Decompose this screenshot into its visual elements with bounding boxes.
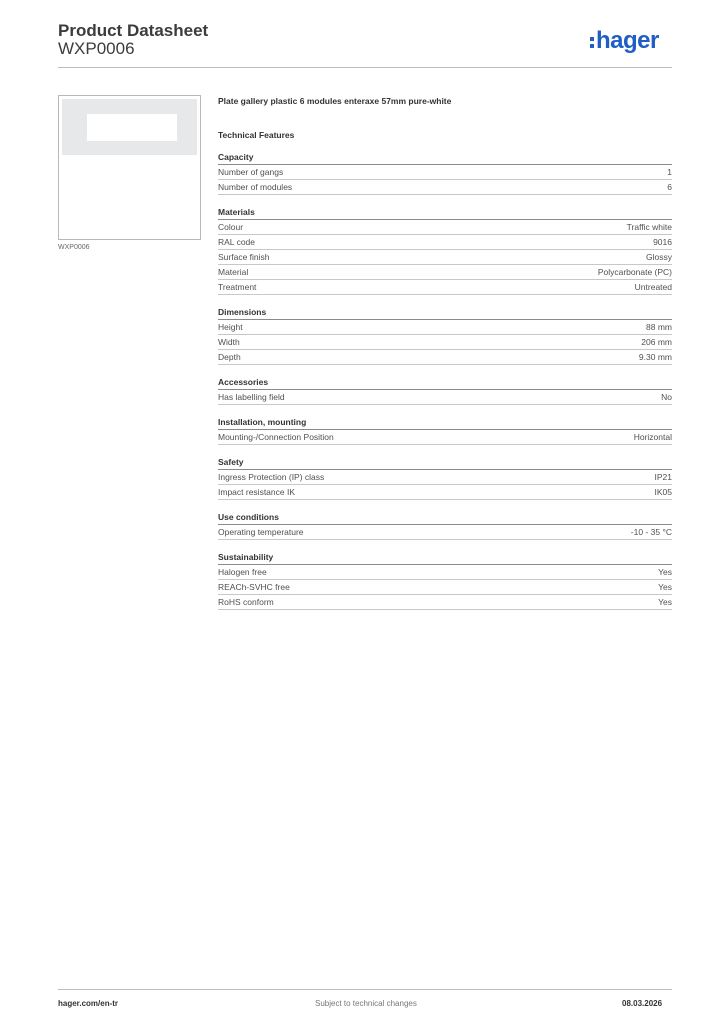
footer-date: 08.03.2026 (622, 999, 663, 1008)
spec-row (218, 470, 672, 485)
spec-row (218, 525, 672, 540)
section-title: Installation, mounting (218, 416, 672, 430)
spec-row (218, 580, 672, 595)
logo-text: hager (596, 27, 659, 54)
spec-row (218, 235, 672, 250)
spec-value: 9.30 mm (638, 352, 672, 362)
spec-value: Yes (658, 582, 672, 592)
spec-row (218, 320, 672, 335)
section-title: Sustainability (218, 551, 672, 565)
section-dimensions (218, 306, 672, 365)
technical-features-heading: Technical Features (218, 130, 295, 140)
spec-row (218, 265, 672, 280)
spec-label: Impact resistance IK (218, 487, 296, 497)
spec-value: Untreated (634, 282, 672, 292)
section-safety (218, 456, 672, 500)
datasheet-content (218, 94, 672, 610)
plate-illustration (62, 99, 197, 155)
section-title: Materials (218, 206, 672, 220)
section-title: Safety (218, 456, 672, 470)
spec-label: REACh-SVHC free (218, 582, 290, 592)
spec-row (218, 220, 672, 235)
footer-divider (58, 989, 672, 990)
spec-label: Number of gangs (218, 167, 284, 177)
spec-label: RAL code (218, 237, 256, 247)
spec-label: Height (218, 322, 243, 332)
hager-logo (590, 27, 659, 55)
spec-row (218, 280, 672, 295)
spec-label: Halogen free (218, 567, 267, 577)
spec-row (218, 180, 672, 195)
section-accessories (218, 376, 672, 405)
spec-value: 1 (667, 167, 672, 177)
spec-value: Glossy (646, 252, 672, 262)
spec-label: Material (218, 267, 249, 277)
spec-label: Width (218, 337, 240, 347)
product-code: WXP0006 (58, 39, 135, 58)
product-description: Plate gallery plastic 6 modules enteraxe 57mm pure-white (218, 96, 452, 106)
spec-row (218, 430, 672, 445)
spec-row (218, 250, 672, 265)
section-capacity (218, 151, 672, 195)
spec-row (218, 390, 672, 405)
spec-label: Number of modules (218, 182, 293, 192)
plate-opening (87, 114, 177, 141)
spec-value: Traffic white (626, 222, 672, 232)
section-materials (218, 206, 672, 295)
spec-row (218, 335, 672, 350)
spec-label: Mounting-/Connection Position (218, 432, 334, 442)
product-image (58, 95, 201, 240)
spec-value: Yes (658, 597, 672, 607)
product-image-caption: WXP0006 (58, 244, 90, 251)
spec-value: Polycarbonate (PC) (597, 267, 672, 277)
section-title: Use conditions (218, 511, 672, 525)
footer-website: hager.com/en-tr (58, 999, 119, 1008)
spec-value: No (661, 392, 672, 402)
spec-row (218, 565, 672, 580)
section-title: Capacity (218, 151, 672, 165)
spec-label: RoHS conform (218, 597, 274, 607)
spec-label: Has labelling field (218, 392, 285, 402)
spec-value: IP21 (654, 472, 672, 482)
spec-value: 9016 (653, 237, 672, 247)
footer-notice: Subject to technical changes (315, 999, 417, 1008)
spec-label: Surface finish (218, 252, 270, 262)
spec-label: Depth (218, 352, 241, 362)
spec-label: Ingress Protection (IP) class (218, 472, 325, 482)
section-title: Dimensions (218, 306, 672, 320)
spec-value: 206 mm (641, 337, 672, 347)
spec-value: -10 - 35 °C (630, 527, 672, 537)
logo-colon-icon (590, 35, 594, 49)
spec-label: Colour (218, 222, 244, 232)
document-title: Product Datasheet (58, 21, 209, 40)
spec-label: Treatment (218, 282, 257, 292)
spec-value: Yes (658, 567, 672, 577)
spec-value: 88 mm (646, 322, 672, 332)
spec-value: 6 (667, 182, 672, 192)
spec-value: Horizontal (633, 432, 672, 442)
feature-sections (218, 151, 672, 610)
section-use-conditions (218, 511, 672, 540)
spec-row (218, 350, 672, 365)
section-title: Accessories (218, 376, 672, 390)
spec-row (218, 595, 672, 610)
spec-label: Operating temperature (218, 527, 304, 537)
section-sustainability (218, 551, 672, 610)
spec-row (218, 165, 672, 180)
spec-row (218, 485, 672, 500)
header-divider (58, 67, 672, 68)
section-installation-mounting (218, 416, 672, 445)
spec-value: IK05 (654, 487, 672, 497)
